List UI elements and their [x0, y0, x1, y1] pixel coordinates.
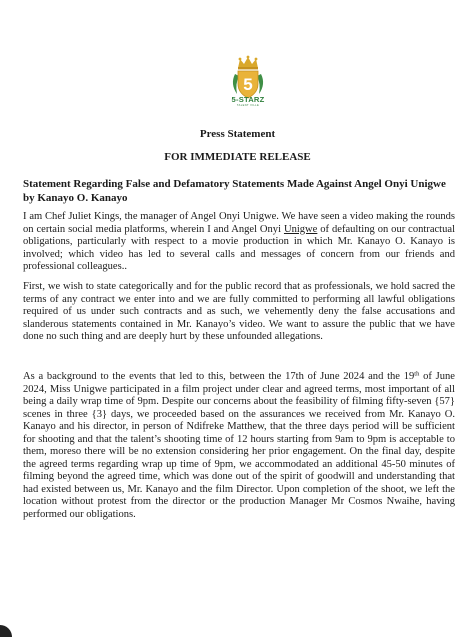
paragraph-text: I am Chef Juliet Kings, the manager of Angel Onyi Unigwe. We have seen a video making the rounds on certain social media platforms, wherein I and Angel Onyi [23, 211, 455, 235]
corner-overlay-button[interactable] [0, 625, 12, 637]
ordinal-suffix: th [414, 370, 420, 378]
svg-text:5: 5 [243, 75, 253, 94]
logo-tagline: TALENT VILLE [236, 104, 260, 107]
paragraph-introduction [23, 211, 455, 274]
logo-brand-name: 5-STARZ [231, 95, 265, 104]
document-title: Press Statement [199, 128, 276, 140]
paragraph-denial: First, we wish to state categorically and for the public record that as professionals, we hold sacred the terms of any contract we enter into and we are fully committed to performing all lawful obligations required of us under such contracts and as such, we vehemently deny the false accusations and slanderous statements contained in Mr. Kanayo’s video. We want to assure the public that we have done no such thing and are deeply hurt by these unfounded allegations. [23, 281, 455, 342]
underlined-name: Unigwe [283, 223, 318, 235]
paragraph-text: of defaulting on our contractual obligations, particularly with respect to a movie production in which Mr. Kanayo O. Kanayo is involved; which video has led to several calls and messages of concern from our friends and professional colleagues.. [23, 223, 456, 272]
release-notice: FOR IMMEDIATE RELEASE [164, 151, 311, 163]
paragraph-background [23, 371, 455, 521]
statement-subject: Statement Regarding False and Defamatory Statements Made Against Angel Onyi Unigwe by Kanayo O. Kanayo [23, 178, 446, 204]
paragraph-text: As a background to the events that led to this, between the 17th of June 2024 and the 19 [23, 371, 415, 382]
paragraph-text: of June 2024, Miss Unigwe participated in a film project under clear and agreed terms, most important of all being a daily wrap time of 9pm. Despite our concerns about the feasibility of filming fifty-seven {57} scenes in three {3} days, we proceeded based on the assurances we received from Mr. Kanayo O. Kanayo and his director, in person of Ndifreke Matthew, that the three days period will be sufficient for shooting and that the talent’s shooting time of 12 hours starting from 9am to 9pm is acceptable to them, moreso there will be no extension considering her prior engagement. On the final day, despite the agreed terms regarding wrap up time of 9pm, we accommodated an additional 45-50 minutes of filming beyond the agreed time, which was done out of the spirit of goodwill and understanding that had existed between us, Mr. Kanayo and the film Director. Upon completion of the shoot, we left the location without protest from the director or the production Manager Mr Cosmos Nwaihe, having performed our obligations. [23, 371, 455, 520]
